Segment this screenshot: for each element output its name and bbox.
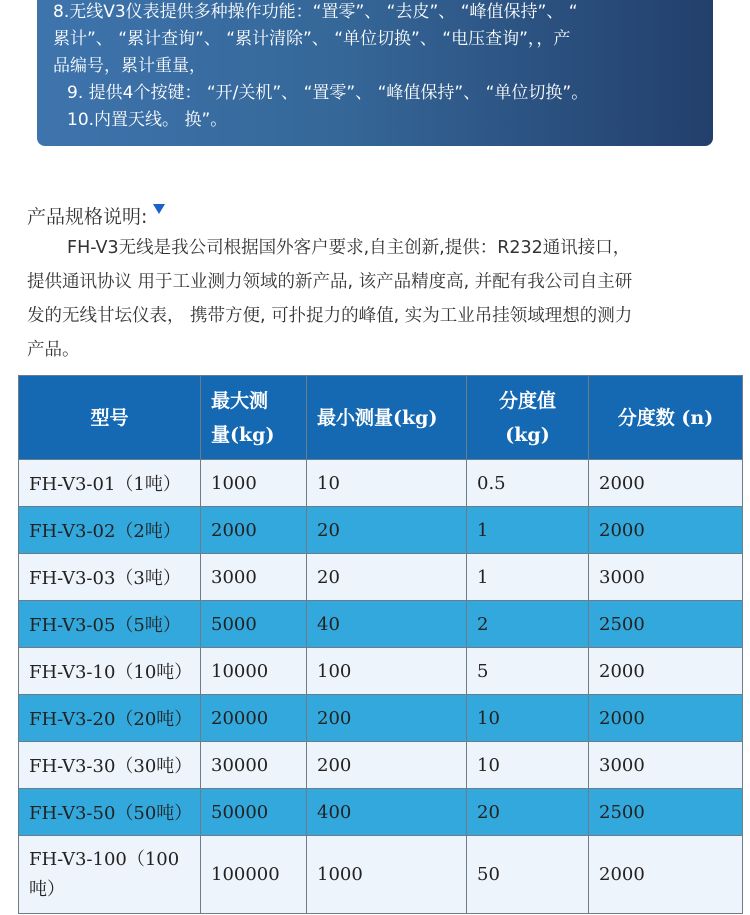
cell-min: 100 xyxy=(307,648,467,695)
feature-line-8a: 8.无线V3仪表提供多种操作功能：“置零”、 “去皮”、 “峰值保持”、 “ xyxy=(53,2,578,22)
cell-count: 3000 xyxy=(589,742,743,789)
cell-division: 50 xyxy=(467,836,589,914)
cell-count: 2000 xyxy=(589,695,743,742)
header-max-line2: 量(kg) xyxy=(211,423,275,446)
table-row xyxy=(19,789,743,836)
header-count xyxy=(589,376,743,460)
cell-model xyxy=(19,836,201,914)
spec-desc-line-1: FH-V3无线是我公司根据国外客户要求,自主创新,提供：R232通讯接口， xyxy=(67,238,631,258)
cell-division: 0.5 xyxy=(467,460,589,507)
cell-min: 400 xyxy=(307,789,467,836)
cell-min: 40 xyxy=(307,601,467,648)
cell-max: 20000 xyxy=(201,695,307,742)
spec-desc-line-4: 产品。 xyxy=(27,340,80,360)
table-header-row xyxy=(19,376,743,460)
header-model xyxy=(19,376,201,460)
table-row xyxy=(19,507,743,554)
cell-max: 50000 xyxy=(201,789,307,836)
header-div-line1: 分度值 xyxy=(498,389,556,412)
table-row xyxy=(19,601,743,648)
table-row xyxy=(19,836,743,914)
table-row xyxy=(19,695,743,742)
triangle-down-icon xyxy=(153,204,165,214)
cell-max: 5000 xyxy=(201,601,307,648)
spec-desc-line-3: 发的无线甘坛仪表， 携带方便, 可扑捉力的峰值, 实为工业吊挂领域理想的测力 xyxy=(27,306,633,326)
cell-model: FH-V3-03（3吨） xyxy=(19,554,201,601)
cell-count: 2000 xyxy=(589,460,743,507)
spec-description xyxy=(27,231,727,367)
cell-model: FH-V3-01（1吨） xyxy=(19,460,201,507)
cell-division: 20 xyxy=(467,789,589,836)
cell-min: 1000 xyxy=(307,836,467,914)
cell-division: 2 xyxy=(467,601,589,648)
header-div-line2: (kg) xyxy=(505,423,550,446)
table-row xyxy=(19,648,743,695)
cell-model: FH-V3-30（30吨） xyxy=(19,742,201,789)
feature-line-10: 10.内置天线。 换”。 xyxy=(67,110,228,130)
header-count-label: 分度数 (n) xyxy=(617,406,714,429)
cell-max: 3000 xyxy=(201,554,307,601)
cell-max: 2000 xyxy=(201,507,307,554)
cell-max: 1000 xyxy=(201,460,307,507)
cell-min: 10 xyxy=(307,460,467,507)
cell-min: 200 xyxy=(307,742,467,789)
feature-panel xyxy=(37,0,713,146)
header-min-label: 最小测量(kg) xyxy=(317,406,438,429)
cell-max: 10000 xyxy=(201,648,307,695)
cell-division: 10 xyxy=(467,695,589,742)
feature-line-9: 9. 提供4个按键： “开/关机”、 “置零”、 “峰值保持”、 “单位切换”。 xyxy=(67,83,589,103)
spec-desc-line-2: 提供通讯协议 用于工业测力领域的新产品, 该产品精度高, 并配有我公司自主研 xyxy=(27,272,633,292)
cell-count: 2000 xyxy=(589,836,743,914)
spec-title xyxy=(27,202,165,229)
spec-table xyxy=(18,375,743,914)
cell-max: 30000 xyxy=(201,742,307,789)
header-max-line1: 最大测 xyxy=(211,389,269,412)
header-division xyxy=(467,376,589,460)
table-row xyxy=(19,554,743,601)
cell-count: 3000 xyxy=(589,554,743,601)
header-model-label: 型号 xyxy=(90,406,129,429)
cell-min: 200 xyxy=(307,695,467,742)
cell-division: 1 xyxy=(467,507,589,554)
header-min xyxy=(307,376,467,460)
cell-division: 10 xyxy=(467,742,589,789)
cell-max: 100000 xyxy=(201,836,307,914)
cell-division: 1 xyxy=(467,554,589,601)
cell-model: FH-V3-10（10吨） xyxy=(19,648,201,695)
table-row xyxy=(19,742,743,789)
cell-count: 2000 xyxy=(589,507,743,554)
feature-line-8b: 累计”、 “累计查询”、 “累计清除”、 “单位切换”、 “电压查询”，，产 xyxy=(53,29,571,49)
spec-title-text: 产品规格说明: xyxy=(27,206,148,228)
cell-count: 2500 xyxy=(589,601,743,648)
cell-model-line1: FH-V3-100（100 xyxy=(29,848,180,870)
feature-line-8c: 品编号，累计重量， xyxy=(53,56,206,76)
cell-model: FH-V3-05（5吨） xyxy=(19,601,201,648)
cell-model-line2: 吨） xyxy=(29,878,65,900)
cell-count: 2500 xyxy=(589,789,743,836)
cell-min: 20 xyxy=(307,554,467,601)
table-row xyxy=(19,460,743,507)
cell-min: 20 xyxy=(307,507,467,554)
header-max xyxy=(201,376,307,460)
cell-division: 5 xyxy=(467,648,589,695)
cell-count: 2000 xyxy=(589,648,743,695)
cell-model: FH-V3-02（2吨） xyxy=(19,507,201,554)
cell-model: FH-V3-20（20吨） xyxy=(19,695,201,742)
cell-model: FH-V3-50（50吨） xyxy=(19,789,201,836)
